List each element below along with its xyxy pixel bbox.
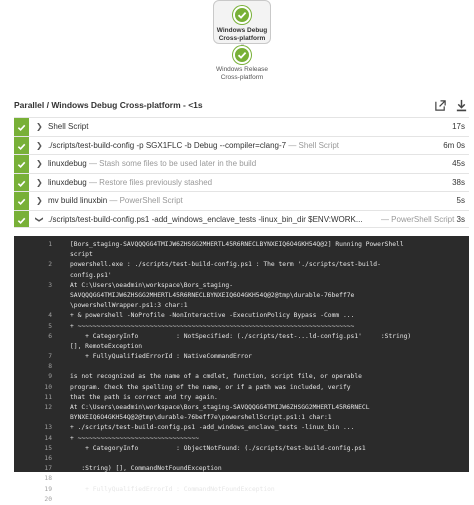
step-row[interactable]: [14, 117, 469, 136]
log-line-text: + ./scripts/test-build-config.ps1 -add_windows_enclave_tests -linux_bin ...: [70, 424, 355, 432]
log-line: [14, 474, 469, 484]
log-line-text: At C:\Users\oeadmin\workspace\Bors_staging-: [70, 281, 234, 289]
step-row[interactable]: [14, 173, 469, 192]
log-line-text: script: [70, 251, 93, 259]
log-line: [14, 413, 469, 423]
log-line-number[interactable]: 14: [44, 434, 52, 442]
chevron-right-icon[interactable]: ❯: [36, 122, 43, 131]
checkmark-icon: [17, 123, 26, 132]
log-line-number[interactable]: 11: [44, 393, 52, 401]
log-line-number[interactable]: 13: [44, 424, 52, 432]
log-line: [14, 444, 469, 454]
step-status-success: [14, 137, 29, 155]
stage-label-line: Windows Debug: [216, 27, 268, 34]
log-line: [14, 383, 469, 393]
log-line: [14, 240, 469, 250]
step-duration: 45s: [452, 159, 465, 168]
log-line-number[interactable]: 15: [44, 444, 52, 452]
step-status-success: [14, 174, 29, 192]
checkmark-icon: [237, 50, 247, 60]
chevron-down-icon[interactable]: ❯: [34, 215, 44, 223]
log-line: [14, 281, 469, 291]
log-line-number[interactable]: 7: [48, 353, 52, 361]
log-line: [14, 485, 469, 495]
log-line-text: + & powershell -NoProfile -NonInteractive -ExecutionPolicy Bypass -Comm ...: [70, 312, 355, 320]
log-line: [14, 271, 469, 281]
step-row-expanded[interactable]: [14, 210, 469, 229]
log-line: [14, 291, 469, 301]
step-row[interactable]: [14, 191, 469, 210]
log-line: [14, 403, 469, 413]
log-line-number[interactable]: 5: [48, 322, 52, 330]
log-line-number[interactable]: 4: [48, 312, 52, 320]
log-line: [14, 372, 469, 382]
stage-success-node[interactable]: [233, 46, 251, 64]
open-external-icon[interactable]: [434, 99, 447, 112]
step-name: ./scripts/test-build-config.ps1 -add_windows_enclave_tests -linux_bin_dir $ENV:WORK...: [48, 214, 363, 224]
chevron-right-icon[interactable]: ❯: [36, 159, 43, 168]
log-line-text: [], RemoteException: [70, 342, 143, 350]
log-line-text: + ~~~~~~~~~~~~~~~~~~~~~~~~~~~~~~~~~~~~~~~~~~~~~~~~~~~~~~~~~~~~~~~~~~~~~~~~~: [70, 322, 355, 330]
log-line-text: + CategoryInfo : ObjectNotFound: (./scripts/test-build-config.ps1: [70, 444, 366, 452]
chevron-right-icon[interactable]: ❯: [36, 196, 43, 205]
checkmark-icon: [17, 216, 26, 225]
log-line-text: SAVQQQGG4TMIJW6ZHSGG2MHERTL45R6RNECLBYNXEIQ6O4GKH54Q@2@tmp\durable-76beff7e: [70, 291, 355, 299]
log-line: [14, 322, 469, 332]
log-line-number[interactable]: 20: [44, 495, 52, 503]
log-line: [14, 332, 469, 342]
log-line: [14, 352, 469, 362]
step-duration: 6m 0s: [443, 140, 465, 150]
checkmark-icon: [237, 10, 247, 20]
log-line-number[interactable]: 12: [44, 404, 52, 411]
log-line-number[interactable]: 17: [44, 465, 52, 473]
checkmark-icon: [17, 160, 26, 169]
log-line: [14, 362, 469, 372]
step-duration: — PowerShell Script 3s: [380, 214, 465, 224]
log-line-number[interactable]: 8: [48, 363, 52, 371]
log-line-number[interactable]: 3: [48, 281, 52, 289]
log-line-number[interactable]: 9: [48, 373, 52, 381]
log-line: [14, 454, 469, 464]
checkmark-icon: [17, 197, 26, 206]
log-line: [14, 434, 469, 444]
log-line-text: [Bors_staging-SAVQQQGG4TMIJW6ZHSGG2MHERTL45R6RNECLBYNXEIQ6O4GKH54Q@2] Running PowerShell: [70, 241, 404, 248]
chevron-right-icon[interactable]: ❯: [36, 140, 43, 150]
log-line: [14, 342, 469, 352]
step-name: linuxdebug — Restore files previously stashed: [48, 177, 213, 187]
stage-label-windows-debug[interactable]: [200, 27, 284, 43]
step-status-success: [14, 155, 29, 173]
stage-label-line: Cross-platform: [220, 74, 264, 81]
stage-title: Parallel / Windows Debug Cross-platform - <1s: [14, 100, 203, 110]
log-line-number[interactable]: 6: [48, 332, 52, 340]
log-line-text: powershell.exe : ./scripts/test-build-config.ps1 : The term './scripts/test-build-: [70, 261, 381, 269]
checkmark-icon: [17, 142, 26, 151]
log-line-text: \powershellWrapper.ps1:3 char:1: [70, 302, 188, 310]
stage-label-line: Cross-platform: [218, 35, 266, 42]
step-duration: 38s: [452, 177, 465, 187]
step-duration: 17s: [452, 122, 465, 131]
log-line: [14, 260, 469, 270]
log-line-number[interactable]: 19: [44, 485, 52, 493]
step-name: linuxdebug — Stash some files to be used later in the build: [48, 159, 257, 168]
log-line-number[interactable]: 1: [48, 241, 52, 248]
log-line-number[interactable]: 18: [44, 475, 52, 483]
log-console[interactable]: [14, 236, 469, 503]
download-icon[interactable]: [455, 99, 468, 112]
log-line: [14, 423, 469, 433]
log-line-text: BYNXEIQ6O4GKH54Q@2@tmp\durable-76beff7e\powershellScript.ps1:1 char:1: [70, 414, 332, 422]
step-name: Shell Script: [48, 122, 89, 131]
log-line: [14, 393, 469, 403]
log-line-text: :String) [], CommandNotFoundException: [70, 465, 222, 473]
chevron-right-icon[interactable]: ❯: [36, 177, 43, 187]
log-line-text: At C:\Users\oeadmin\workspace\Bors_staging-SAVQQQGG4TMIJW6ZHSGG2MHERTL45R6RNECL: [70, 404, 370, 411]
log-line-text: program. Check the spelling of the name, or if a path was included, verify: [70, 383, 351, 391]
stage-header: [14, 98, 469, 114]
stage-label-line: Windows Release: [215, 66, 269, 73]
step-status-success: [14, 211, 29, 228]
step-duration: 5s: [456, 196, 465, 205]
log-line-text: + ~~~~~~~~~~~~~~~~~~~~~~~~~~~~~~~~: [70, 434, 199, 442]
log-line-text: + FullyQualifiedErrorId : CommandNotFoundException: [70, 485, 275, 493]
stage-success-node[interactable]: [233, 6, 251, 24]
log-line-text: + CategoryInfo : NotSpecified: (./scripts/test-...ld-config.ps1' :String): [70, 332, 412, 340]
log-line: [14, 250, 469, 260]
step-name: ./scripts/test-build-config -p SGX1FLC -b Debug --compiler=clang-7 — Shell Script: [48, 140, 340, 150]
log-line: [14, 495, 469, 505]
step-list: [14, 117, 469, 228]
checkmark-icon: [17, 179, 26, 188]
step-status-success: [14, 118, 29, 136]
step-row[interactable]: [14, 136, 469, 155]
log-line-text: is not recognized as the name of a cmdlet, function, script file, or operable: [70, 373, 362, 381]
stage-label-windows-release[interactable]: [200, 66, 284, 82]
log-line-text: + FullyQualifiedErrorId : NativeCommandError: [70, 353, 252, 361]
step-row[interactable]: [14, 154, 469, 173]
log-line-number[interactable]: 10: [44, 383, 52, 391]
step-name: mv build linuxbin — PowerShell Script: [48, 196, 183, 205]
log-line-number[interactable]: 2: [48, 261, 52, 269]
log-line: [14, 311, 469, 321]
step-status-success: [14, 192, 29, 210]
log-line: [14, 464, 469, 474]
log-line: [14, 301, 469, 311]
log-line-number[interactable]: 16: [44, 454, 52, 462]
log-line-text: that the path is correct and try again.: [70, 393, 218, 401]
log-line-text: config.ps1': [70, 271, 112, 279]
pipeline-graph: [0, 0, 474, 92]
